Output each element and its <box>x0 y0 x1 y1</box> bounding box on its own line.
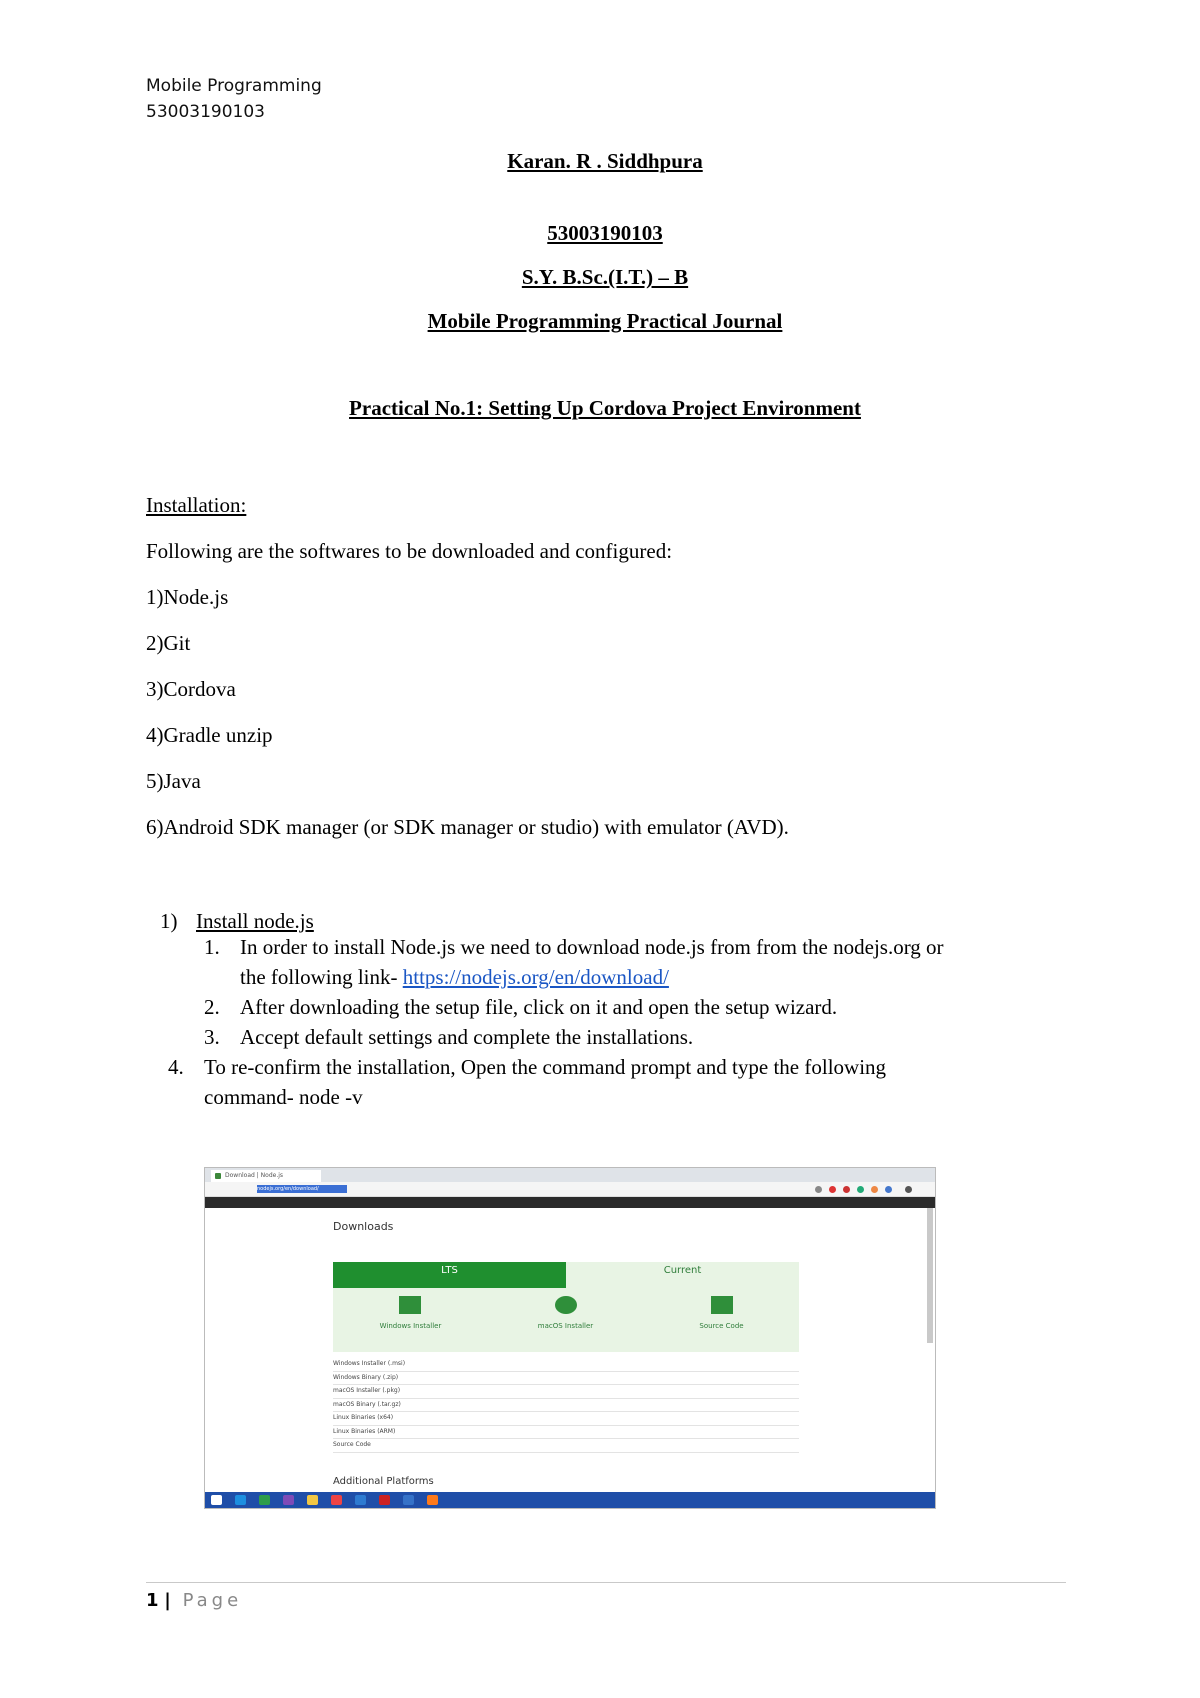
address-bar <box>205 1182 935 1197</box>
header-subject: Mobile Programming <box>146 76 322 96</box>
list-item: 4)Gradle unzip <box>146 723 273 747</box>
student-name: Karan. R . Siddhpura <box>507 149 703 173</box>
step-number: 2. <box>204 995 220 1019</box>
url-field: nodejs.org/en/download/ <box>257 1185 347 1193</box>
step-line-start: the following link- <box>240 965 403 989</box>
table-cell: macOS Binary (.tar.gz) <box>333 1400 401 1408</box>
folder-icon <box>307 1495 318 1505</box>
list-item: 6)Android SDK manager (or SDK manager or studio) with emulator (AVD). <box>146 815 789 839</box>
list-item: 2)Git <box>146 631 191 655</box>
installation-intro: Following are the softwares to be downloaded and configured: <box>146 539 673 563</box>
table-row <box>333 1372 799 1386</box>
table-cell: Source Code <box>333 1441 371 1448</box>
step-number: 4. <box>168 1055 184 1079</box>
firefox-icon <box>427 1495 438 1505</box>
nodejs-favicon-icon <box>215 1173 221 1179</box>
table-cell: Linux Binaries (x64) <box>333 1414 394 1421</box>
journal-title: Mobile Programming Practical Journal <box>427 309 783 333</box>
page-footer <box>146 1590 242 1612</box>
browser-tab <box>211 1170 321 1182</box>
app-icon <box>283 1495 294 1505</box>
apple-icon <box>555 1296 577 1314</box>
table-cell: macOS Installer (.pkg) <box>333 1387 401 1394</box>
chrome-icon <box>331 1495 342 1505</box>
version-text <box>333 1236 823 1244</box>
table-row <box>333 1426 799 1440</box>
source-code-label: Source Code <box>699 1322 744 1330</box>
section-number: 1) <box>160 909 178 933</box>
profile-icon <box>905 1186 912 1193</box>
list-item: 5)Java <box>146 769 201 793</box>
list-item: 1)Node.js <box>146 585 229 609</box>
roll-number: 53003190103 <box>547 221 663 245</box>
scrollbar <box>927 1208 933 1343</box>
app-icon <box>355 1495 366 1505</box>
table-row <box>333 1399 799 1413</box>
table-cell: Windows Binary (.zip) <box>333 1373 399 1381</box>
downloads-title: Downloads <box>333 1220 394 1233</box>
step-number: 1. <box>204 935 220 959</box>
additional-platforms-heading: Additional Platforms <box>333 1476 434 1487</box>
current-tab: Current <box>663 1265 702 1276</box>
windows-taskbar <box>205 1492 935 1508</box>
lts-tab: LTS <box>333 1262 566 1288</box>
browser-tabbar <box>205 1168 935 1182</box>
macos-installer-label: macOS Installer <box>537 1322 594 1330</box>
app-icon <box>403 1495 414 1505</box>
step-text <box>240 932 944 992</box>
step-line: In order to install Node.js we need to download node.js from from the nodejs.org or <box>240 935 944 959</box>
table-row <box>333 1358 799 1372</box>
section-heading: Install node.js <box>196 909 314 933</box>
table-row <box>333 1412 799 1426</box>
site-navbar <box>205 1197 935 1208</box>
step-line: To re-confirm the installation, Open the command prompt and type the following <box>204 1055 887 1079</box>
header-roll: 53003190103 <box>146 102 265 122</box>
step-line <box>240 962 944 992</box>
list-item: 3)Cordova <box>146 677 236 701</box>
practical-title: Practical No.1: Setting Up Cordova Project Environment <box>349 396 861 420</box>
source-box-icon <box>711 1296 733 1314</box>
table-row <box>333 1385 799 1399</box>
class-name: S.Y. B.Sc.(I.T.) – B <box>521 265 689 289</box>
windows-installer-label: Windows Installer <box>379 1322 442 1330</box>
edge-icon <box>235 1495 246 1505</box>
extension-icon <box>857 1186 864 1193</box>
step-line: command- node -v <box>204 1085 363 1109</box>
tab-title: Download | Node.js <box>225 1172 284 1179</box>
footer-separator: | <box>164 1590 171 1611</box>
pdf-icon <box>379 1495 390 1505</box>
extension-icon <box>885 1186 892 1193</box>
extension-icon <box>843 1186 850 1193</box>
extension-icon <box>871 1186 878 1193</box>
page-number: 1 <box>146 1590 159 1611</box>
step-text: After downloading the setup file, click on it and open the setup wizard. <box>240 995 838 1019</box>
footer-divider <box>146 1582 1066 1583</box>
windows-icon <box>399 1296 421 1314</box>
table-row <box>333 1439 799 1453</box>
download-table <box>333 1358 799 1453</box>
step-text <box>204 1052 886 1112</box>
app-icon <box>259 1495 270 1505</box>
extension-icon <box>815 1186 822 1193</box>
description-text <box>333 1247 823 1255</box>
step-text: Accept default settings and complete the installations. <box>240 1025 694 1049</box>
table-cell: Windows Installer (.msi) <box>333 1360 406 1367</box>
table-cell: Linux Binaries (ARM) <box>333 1427 396 1435</box>
download-panel <box>333 1262 799 1352</box>
nodejs-download-link[interactable]: https://nodejs.org/en/download/ <box>402 965 669 989</box>
download-content <box>333 1208 823 1487</box>
installation-heading: Installation: <box>146 493 247 517</box>
page-label: Page <box>182 1590 243 1611</box>
start-icon <box>211 1495 222 1505</box>
step-number: 3. <box>204 1025 220 1049</box>
nodejs-download-screenshot <box>204 1167 936 1509</box>
extension-icon <box>829 1186 836 1193</box>
